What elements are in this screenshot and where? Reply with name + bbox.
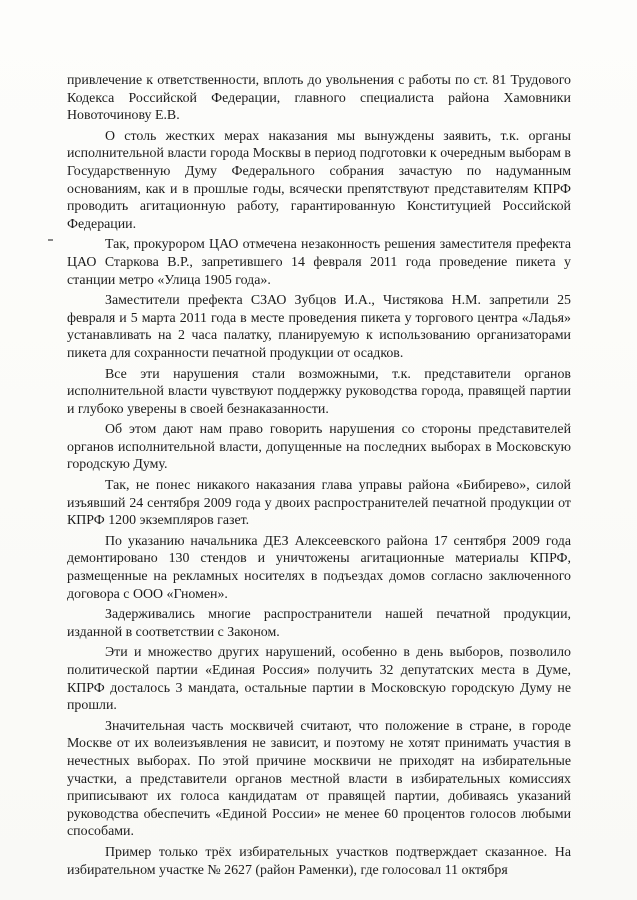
paragraph-11: Значительная часть москвичей считают, что положение в стране, в городе Москве от их волеизъявления не зависит, и поэтому не хотят принимать участия в нечестных выборах. По этой причине москвичи не приходят на избирательные участки, а представители органов местной власти в избирательных комиссиях приписывают их голоса кандидатам от правящей партии, добиваясь указаний руководства обеспечить «Единой России» не менее 60 процентов голосов любыми способами. bbox=[67, 718, 571, 840]
paragraph-6: Об этом дают нам право говорить нарушения со стороны представителей органов исполнительной власти, допущенные на последних выборах в Московскую городскую Думу. bbox=[67, 422, 571, 473]
paragraph-1: привлечение к ответственности, вплоть до увольнения с работы по ст. 81 Трудового Кодекса Российской Федерации, главного специалиста района Хамовники Новоточинову Е.В. bbox=[67, 73, 571, 124]
paragraph-7: Так, не понес никакого наказания глава управы района «Бибирево», силой изъявший 24 сентября 2009 года у двоих распространителей печатной продукции от КПРФ 1200 экземпляров газет. bbox=[67, 478, 571, 529]
document-body bbox=[67, 72, 571, 882]
paragraph-5: Все эти нарушения стали возможными, т.к. представители органов исполнительной власти чувствуют поддержку руководства города, правящей партии и глубоко уверены в своей безнаказанности. bbox=[67, 366, 571, 417]
paragraph-3: Так, прокурором ЦАО отмечена незаконность решения заместителя префекта ЦАО Старкова В.Р., запретившего 14 февраля 2011 года проведение пикета у станции метро «Улица 1905 года». bbox=[67, 237, 571, 288]
paragraph-12: Пример только трёх избирательных участков подтверждает сказанное. На избирательном участке № 2627 (район Раменки), где голосовал 11 октября bbox=[67, 844, 571, 878]
paragraph-8: По указанию начальника ДЕЗ Алексеевского района 17 сентября 2009 года демонтировано 130 стендов и уничтожены агитационные материалы КПРФ, размещенные на рекламных носителях в подъездах домов согласно заключенного договора с ООО «Гномен». bbox=[67, 533, 571, 602]
margin-mark bbox=[48, 239, 53, 241]
paragraph-2: О столь жестких мерах наказания мы вынуждены заявить, т.к. органы исполнительной власти города Москвы в период подготовки к очередным выборам в Государственную Думу Федерального собрания зачастую по надуманным основаниям, как и в прошлые годы, всячески препятствуют представителям КПРФ проводить агитационную работу, гарантированную Конституцией Российской Федерации. bbox=[67, 128, 571, 232]
paragraph-10: Эти и множество других нарушений, особенно в день выборов, позволило политической партии «Единая Россия» получить 32 депутатских места в Думе, КПРФ досталось 3 мандата, остальные партии в Московскую городскую Думу не прошли. bbox=[67, 645, 571, 714]
paragraph-4: Заместители префекта СЗАО Зубцов И.А., Чистякова Н.М. запретили 25 февраля и 5 марта 2011 года в месте проведения пикета у торгового центра «Ладья» устанавливать на 2 часа палатку, планируемую к использованию организаторами пикета для сохранности печатной продукции от осадков. bbox=[67, 293, 571, 361]
paragraph-9: Задерживались многие распространители нашей печатной продукции, изданной в соответствии с Законом. bbox=[67, 607, 571, 640]
